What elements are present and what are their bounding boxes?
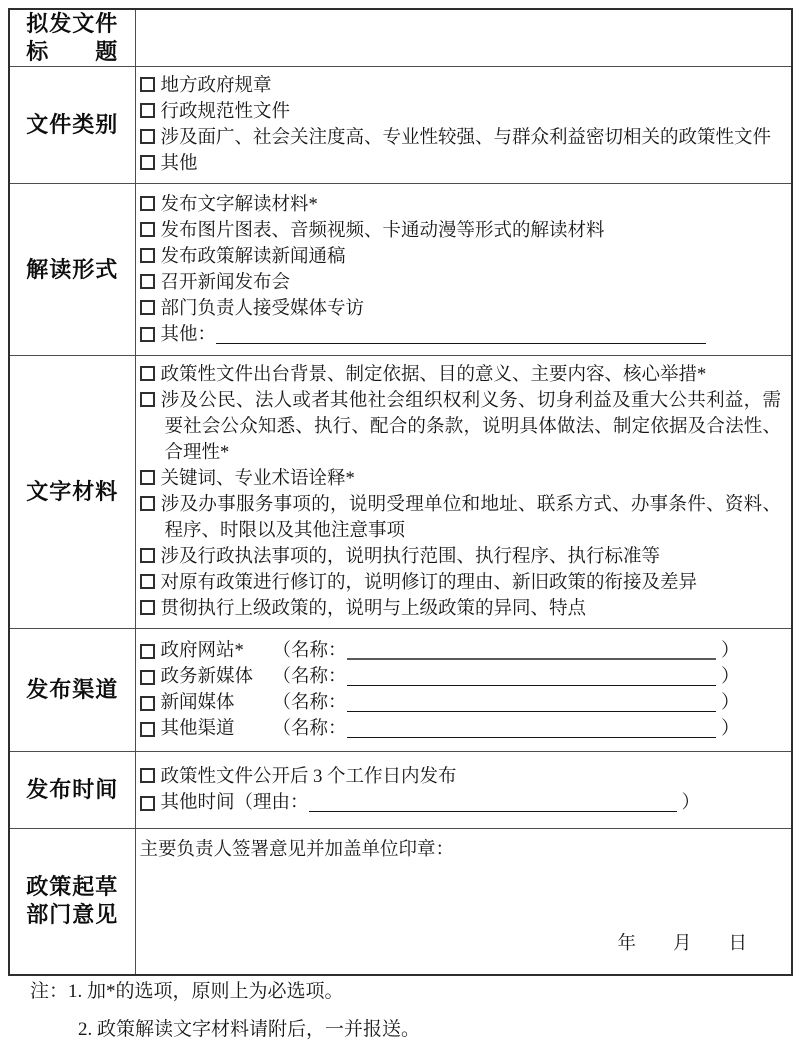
- checkbox[interactable]: [140, 768, 155, 783]
- option-line: [140, 296, 782, 322]
- checkbox[interactable]: [140, 222, 155, 237]
- fill-in-line[interactable]: [347, 694, 716, 712]
- option-line: [140, 764, 782, 790]
- option-line: [140, 544, 782, 570]
- row-label-text: 政策起草: [26, 874, 119, 900]
- checkbox[interactable]: [140, 574, 155, 589]
- checkbox[interactable]: [140, 392, 155, 407]
- channel-name: 政府网站*: [160, 641, 244, 661]
- row-label-proposed-title: [9, 9, 135, 67]
- option-line: [140, 218, 782, 244]
- checkbox[interactable]: [140, 366, 155, 381]
- channel-name: 政务新媒体: [160, 667, 254, 687]
- note-item-1: 1. 加*的选项，原则上为必选项。: [68, 981, 344, 1002]
- checkbox[interactable]: [140, 796, 155, 811]
- option-line: [140, 492, 782, 544]
- name-field-prefix: （名称：: [272, 641, 347, 661]
- option-text: 贯彻执行上级政策的，说明与上级政策的异同、特点: [160, 599, 587, 619]
- checkbox[interactable]: [140, 722, 155, 737]
- option-line: [140, 270, 782, 296]
- channel-line: [140, 690, 740, 716]
- checkbox[interactable]: [140, 248, 155, 263]
- checkbox[interactable]: [140, 155, 155, 170]
- form-row-drafting-department-opinion: [9, 829, 792, 975]
- checkbox[interactable]: [140, 300, 155, 315]
- note-line-1: [30, 978, 420, 1005]
- option-text: 召开新闻发布会: [160, 272, 291, 293]
- checkbox[interactable]: [140, 470, 155, 485]
- row-label-text: 发布时间: [26, 777, 119, 802]
- row-content-drafting-department-opinion: [135, 829, 792, 975]
- channel-name: 其他渠道: [160, 719, 235, 739]
- option-line: [140, 192, 782, 218]
- option-text: 发布政策解读新闻通稿: [160, 246, 346, 267]
- form-row-document-category: [9, 67, 792, 184]
- name-field-prefix: （名称：: [272, 667, 347, 687]
- channel-line: [140, 664, 740, 690]
- option-line: [140, 388, 782, 466]
- checkbox[interactable]: [140, 129, 155, 144]
- row-label-document-category: [9, 67, 135, 184]
- option-text: 政策性文件公开后 3 个工作日内发布: [160, 767, 457, 787]
- row-content-publication-time: [135, 752, 792, 829]
- checkbox[interactable]: [140, 103, 155, 118]
- channel-line: [140, 638, 740, 664]
- row-label-publication-time: [9, 752, 135, 829]
- option-line: [140, 570, 782, 596]
- name-field-prefix: （名称：: [272, 719, 347, 739]
- option-text: 其他: [160, 154, 198, 174]
- signature-area[interactable]: [140, 837, 782, 957]
- channel-name: 新闻媒体: [160, 693, 235, 713]
- close-paren: ）: [720, 667, 740, 687]
- checkbox[interactable]: [140, 77, 155, 92]
- option-text: 涉及行政执法事项的，说明执行范围、执行程序、执行标准等: [160, 547, 661, 567]
- option-text: 地方政府规章: [160, 76, 272, 96]
- close-paren: ）: [681, 793, 701, 813]
- checkbox[interactable]: [140, 496, 155, 511]
- option-text: 其他时间（理由：: [160, 793, 309, 813]
- row-label-publication-channels: [9, 629, 135, 752]
- form-row-publication-channels: [9, 629, 792, 752]
- fill-in-line[interactable]: [216, 326, 706, 344]
- checkbox[interactable]: [140, 670, 155, 685]
- option-text: 发布图片图表、音频视频、卡通动漫等形式的解读材料: [160, 220, 605, 241]
- option-line: [140, 99, 782, 125]
- signature-prompt: 主要负责人签署意见并加盖单位印章：: [139, 840, 455, 860]
- row-content-document-category: [135, 67, 792, 184]
- name-field-prefix: （名称：: [272, 693, 347, 713]
- channel-line: [140, 716, 740, 742]
- option-line: [140, 151, 782, 177]
- form-row-interpretation-format: [9, 184, 792, 356]
- checkbox[interactable]: [140, 600, 155, 615]
- row-label-text-materials: [9, 356, 135, 629]
- title-input-area[interactable]: [135, 9, 792, 67]
- form-notes: [30, 978, 420, 1041]
- form-row-proposed-title: [9, 9, 792, 67]
- option-text: 关键词、专业术语诠释*: [160, 469, 355, 489]
- row-label-text: 拟发文件: [26, 11, 119, 36]
- checkbox[interactable]: [140, 327, 155, 342]
- policy-form-table: [8, 8, 793, 976]
- checkbox[interactable]: [140, 548, 155, 563]
- form-row-publication-time: [9, 752, 792, 829]
- fill-in-line[interactable]: [347, 668, 716, 686]
- option-text: 涉及面广、社会关注度高、专业性较强、与群众利益密切相关的政策性文件: [160, 128, 772, 148]
- checkbox[interactable]: [140, 696, 155, 711]
- option-text: 涉及办事服务事项的，说明受理单位和地址、联系方式、办事条件、资料、程序、时限以及其他注意事项: [160, 495, 781, 541]
- option-text: 行政规范性文件: [160, 102, 291, 122]
- option-line: [140, 362, 782, 388]
- signature-date: 年 月 日: [617, 934, 747, 954]
- row-content-text-materials: [135, 356, 792, 629]
- option-line: [140, 596, 782, 622]
- row-label-text: 发布渠道: [26, 677, 119, 702]
- row-label-text: 标 题: [26, 39, 119, 64]
- close-paren: ）: [720, 719, 740, 739]
- option-text: 其他：: [160, 324, 217, 345]
- fill-in-line[interactable]: [347, 642, 716, 660]
- row-label-text: 部门意见: [26, 902, 119, 928]
- row-label-interpretation-format: [9, 184, 135, 356]
- option-text: 对原有政策进行修订的，说明修订的理由、新旧政策的衔接及差异: [160, 573, 698, 593]
- fill-in-line[interactable]: [347, 720, 716, 738]
- option-line: [140, 73, 782, 99]
- checkbox[interactable]: [140, 644, 155, 659]
- form-row-text-materials: [9, 356, 792, 629]
- option-line: [140, 790, 782, 816]
- checkbox[interactable]: [140, 196, 155, 211]
- row-content-interpretation-format: [135, 184, 792, 356]
- close-paren: ）: [720, 641, 740, 661]
- note-line-2: [78, 1016, 420, 1041]
- checkbox[interactable]: [140, 274, 155, 289]
- option-text: 发布文字解读材料*: [160, 194, 318, 215]
- option-text: 部门负责人接受媒体专访: [160, 298, 365, 319]
- fill-in-line[interactable]: [309, 794, 677, 812]
- row-label-text: 文件类别: [26, 112, 119, 137]
- option-text: 政策性文件出台背景、制定依据、目的意义、主要内容、核心举措*: [160, 365, 707, 385]
- row-label-text: 解读形式: [26, 256, 119, 282]
- option-line: [140, 244, 782, 270]
- option-line: [140, 322, 782, 348]
- option-line: [140, 466, 782, 492]
- option-line: [140, 125, 782, 151]
- row-content-publication-channels: [135, 629, 792, 752]
- note-prefix: 注：: [30, 981, 69, 1002]
- close-paren: ）: [720, 693, 740, 713]
- option-text: 涉及公民、法人或者其他社会组织权利义务、切身利益及重大公共利益，需要社会公众知悉、执行、配合的条款，说明具体做法、制定依据及合法性、合理性*: [160, 391, 781, 463]
- row-label-text: 文字材料: [26, 479, 119, 504]
- row-label-drafting-department-opinion: [9, 829, 135, 975]
- note-item-2: 2. 政策解读文字材料请附后，一并报送。: [78, 1019, 421, 1040]
